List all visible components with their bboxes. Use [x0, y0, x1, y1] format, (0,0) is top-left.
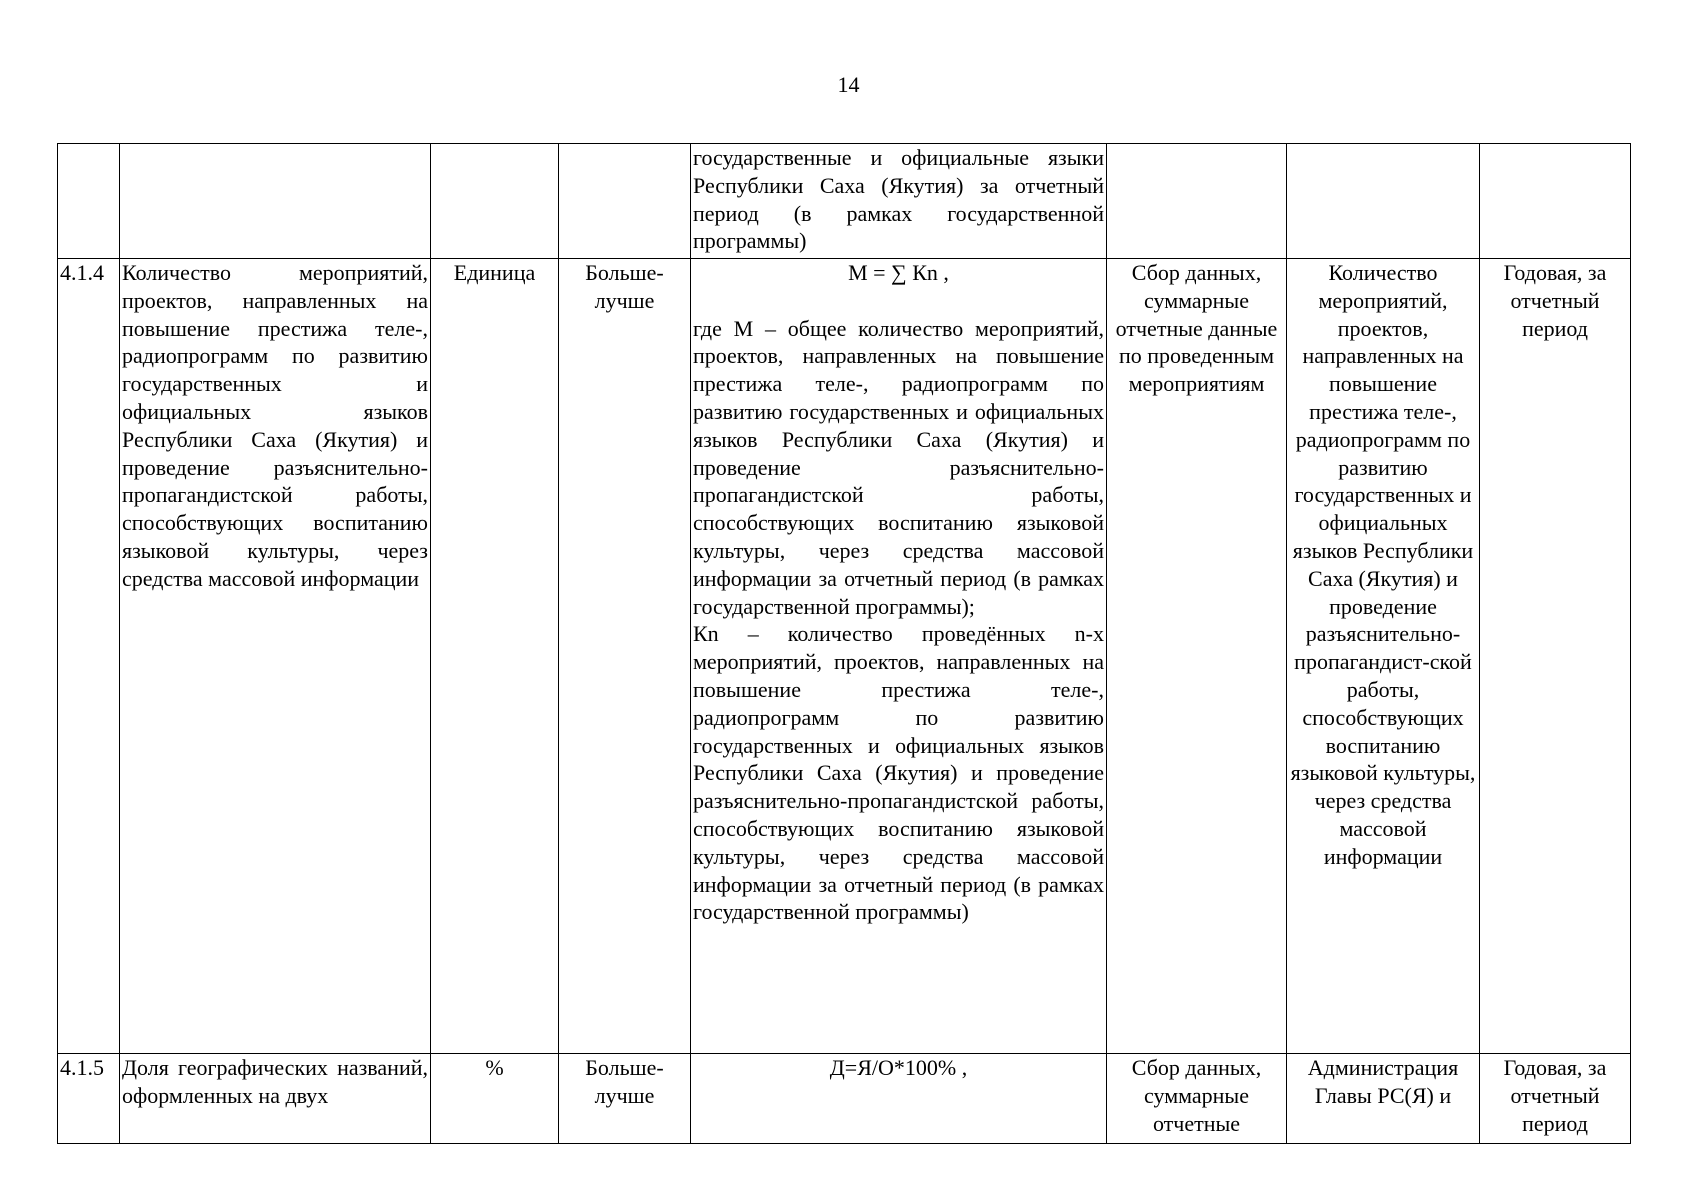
method-cell: [691, 259, 1107, 1054]
period-cell: Годовая, за отчетный период: [1480, 1054, 1631, 1144]
period-cell: [1480, 144, 1631, 259]
row-number-cell: [58, 144, 120, 259]
page-number: 14: [837, 72, 860, 97]
indicator-name-cell: Доля географических названий, оформленных на двух: [120, 1054, 431, 1144]
indicator-name-cell: [120, 144, 431, 259]
direction-cell: [559, 259, 691, 1054]
row-number-cell: 4.1.4: [58, 259, 120, 1054]
unit-cell: %: [431, 1054, 559, 1144]
table-row: [58, 144, 1631, 259]
responsible-cell: Количество мероприятий, проектов, направленных на повышение престижа теле-, радиопрограмм по развитию государственных и официальных языков Республики Саха (Якутия) и проведение разъяснительно-пропагандист-ской работы, способствующих воспитанию языковой культуры, через средства массовой информации: [1287, 259, 1480, 1054]
source-cell: Сбор данных, суммарные отчетные данные по проведенным мероприятиям: [1107, 259, 1287, 1054]
formula-spacer: [693, 287, 1104, 315]
source-cell: [1107, 144, 1287, 259]
direction-cell: [559, 144, 691, 259]
unit-cell: Единица: [431, 259, 559, 1054]
method-cell: государственные и официальные языки Республики Саха (Якутия) за отчетный период (в рамках государственной программы): [691, 144, 1107, 259]
indicator-name-cell: Количество мероприятий, проектов, направленных на повышение престижа теле-, радиопрограмм по развитию государственных и официальных языков Республики Саха (Якутия) и проведение разъяснительно-пропагандистской работы, способствующих воспитанию языковой культуры, через средства массовой информации: [120, 259, 431, 1054]
period-cell: Годовая, за отчетный период: [1480, 259, 1631, 1054]
row-number-cell: 4.1.5: [58, 1054, 120, 1144]
direction-cell: [559, 1054, 691, 1144]
responsible-cell: [1287, 144, 1480, 259]
direction-text: Больше- лучше: [585, 260, 664, 313]
method-cell: [691, 1054, 1107, 1144]
method-where-text: где М – общее количество мероприятий, проектов, направленных на повышение престижа теле-, радиопрограмм по развитию государственных и официальных языков Республики Саха (Якутия) и проведение разъяснительно-пропагандистской работы, способствующих воспитанию языковой культуры, через средства массовой информации за отчетный период (в рамках государственной программы);: [693, 315, 1104, 619]
formula: Д=Я/О*100% ,: [829, 1055, 968, 1080]
table-row: [58, 1054, 1631, 1144]
method-kn-text: Кn – количество проведённых n-х мероприятий, проектов, направленных на повышение престижа теле-, радиопрограмм по развитию государственных и официальных языков Республики Саха (Якутия) и проведение разъяснительно-пропагандистской работы, способствующих воспитанию языковой культуры, через средства массовой информации за отчетный период (в рамках государственной программы): [693, 621, 1104, 925]
indicators-table: [57, 143, 1631, 1144]
source-cell: Сбор данных, суммарные отчетные: [1107, 1054, 1287, 1144]
table-row: [58, 259, 1631, 1054]
formula: М = ∑ Кn ,: [848, 260, 949, 285]
responsible-cell: Администрация Главы РС(Я) и: [1287, 1054, 1480, 1144]
unit-cell: [431, 144, 559, 259]
direction-text: Больше- лучше: [585, 1055, 664, 1108]
